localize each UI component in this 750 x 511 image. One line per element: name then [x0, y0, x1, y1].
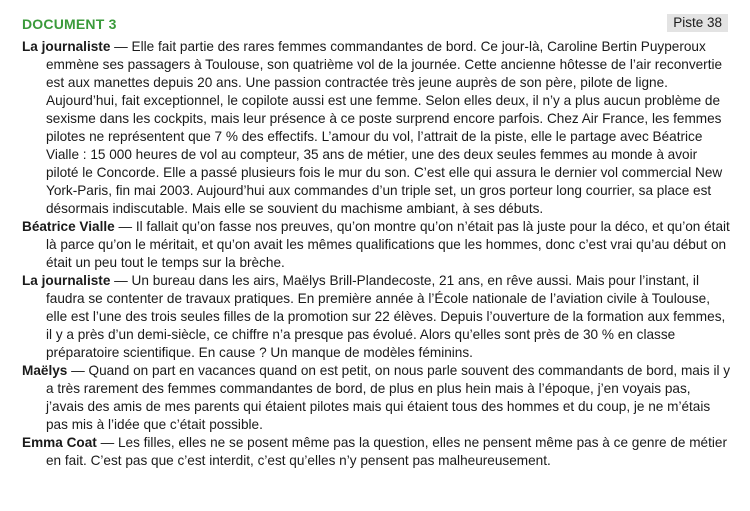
transcript-turn [22, 218, 732, 272]
utterance-text: — Il fallait qu’on fasse nos preuves, qu’on montre qu’on n’était pas là juste pour la déco, et qu’on était là parce qu’on le méritait, et qu’on avait les mêmes qualifications que les hommes, donc c’est vrai qu’au début on était un peu tout le temps sur la brèche. [46, 219, 730, 270]
utterance-text: — Les filles, elles ne se posent même pas la question, elles ne pensent même pas à ce genre de métier en fait. C’est pas que c’est interdit, c’est qu’elles n’y pensent pas malheureusement. [46, 435, 727, 468]
utterance-text: — Quand on part en vacances quand on est petit, on nous parle souvent des commandants de bord, mais il y a très rarement des femmes commandantes de bord, de plus en plus hein mais à l’époque, j’en voyais pas, j’avais des amis de mes parents qui étaient pilotes mais qui étaient tous des hommes et du coup, je ne m’étais pas mis à l’idée que c’était possible. [46, 363, 731, 432]
speaker-name: Maëlys [22, 363, 68, 378]
transcript-turn [22, 362, 732, 434]
speaker-name: Emma Coat [22, 435, 97, 450]
document-header [22, 14, 728, 34]
document-title: DOCUMENT 3 [22, 16, 117, 32]
speaker-name: La journaliste [22, 273, 111, 288]
transcript-turn [22, 38, 732, 218]
transcript-turn [22, 272, 732, 362]
transcript [22, 38, 732, 470]
transcript-turn [22, 434, 732, 470]
track-badge: Piste 38 [667, 14, 728, 32]
speaker-name: Béatrice Vialle [22, 219, 115, 234]
utterance-text: — Un bureau dans les airs, Maëlys Brill-Plandecoste, 21 ans, en rêve aussi. Mais pour l’instant, il faudra se contenter de travaux pratiques. En première année à l’École nationale de l’aviation civile à Toulouse, elle est l’une des trois seules filles de la promotion sur 22 élèves. Depuis l’ouverture de la formation aux femmes, il y a près d’un demi-siècle, ce chiffre n’a presque pas évolué. Alors qu’elles sont près de 30 % en classe préparatoire scientifique. En cause ? Un manque de modèles féminins. [46, 273, 726, 360]
speaker-name: La journaliste [22, 39, 111, 54]
utterance-text: — Elle fait partie des rares femmes commandantes de bord. Ce jour-là, Caroline Bertin Puyperoux emmène ses passagers à Toulouse, son quatrième vol de la journée. Cette ancienne hôtesse de l’air reconvertie est aux manettes depuis 20 ans. Une passion contractée très jeune auprès de son père, pilote de ligne. Aujourd’hui, fait exceptionnel, le copilote aussi est une femme. Selon elles deux, il n’y a plus aucun problème de sexisme dans les cockpits, mais leur présence à ce poste surprend encore parfois. Chez Air France, les femmes pilotes ne représentent que 7 % des effectifs. L’amour du vol, l’attrait de la piste, elle le partage avec Béatrice Vialle : 15 000 heures de vol au compteur, 35 ans de métier, une des deux seules femmes au monde à avoir piloté le Concorde. Elle a passé plusieurs fois le mur du son. C’est elle qui assura le dernier vol commercial New York-Paris, fin mai 2003. Aujourd’hui aux commandes d’un triple set, un gros porteur long courrier, sa place est désormais indiscutable. Mais elle se souvient du machisme ambiant, à ses débuts. [46, 39, 723, 216]
